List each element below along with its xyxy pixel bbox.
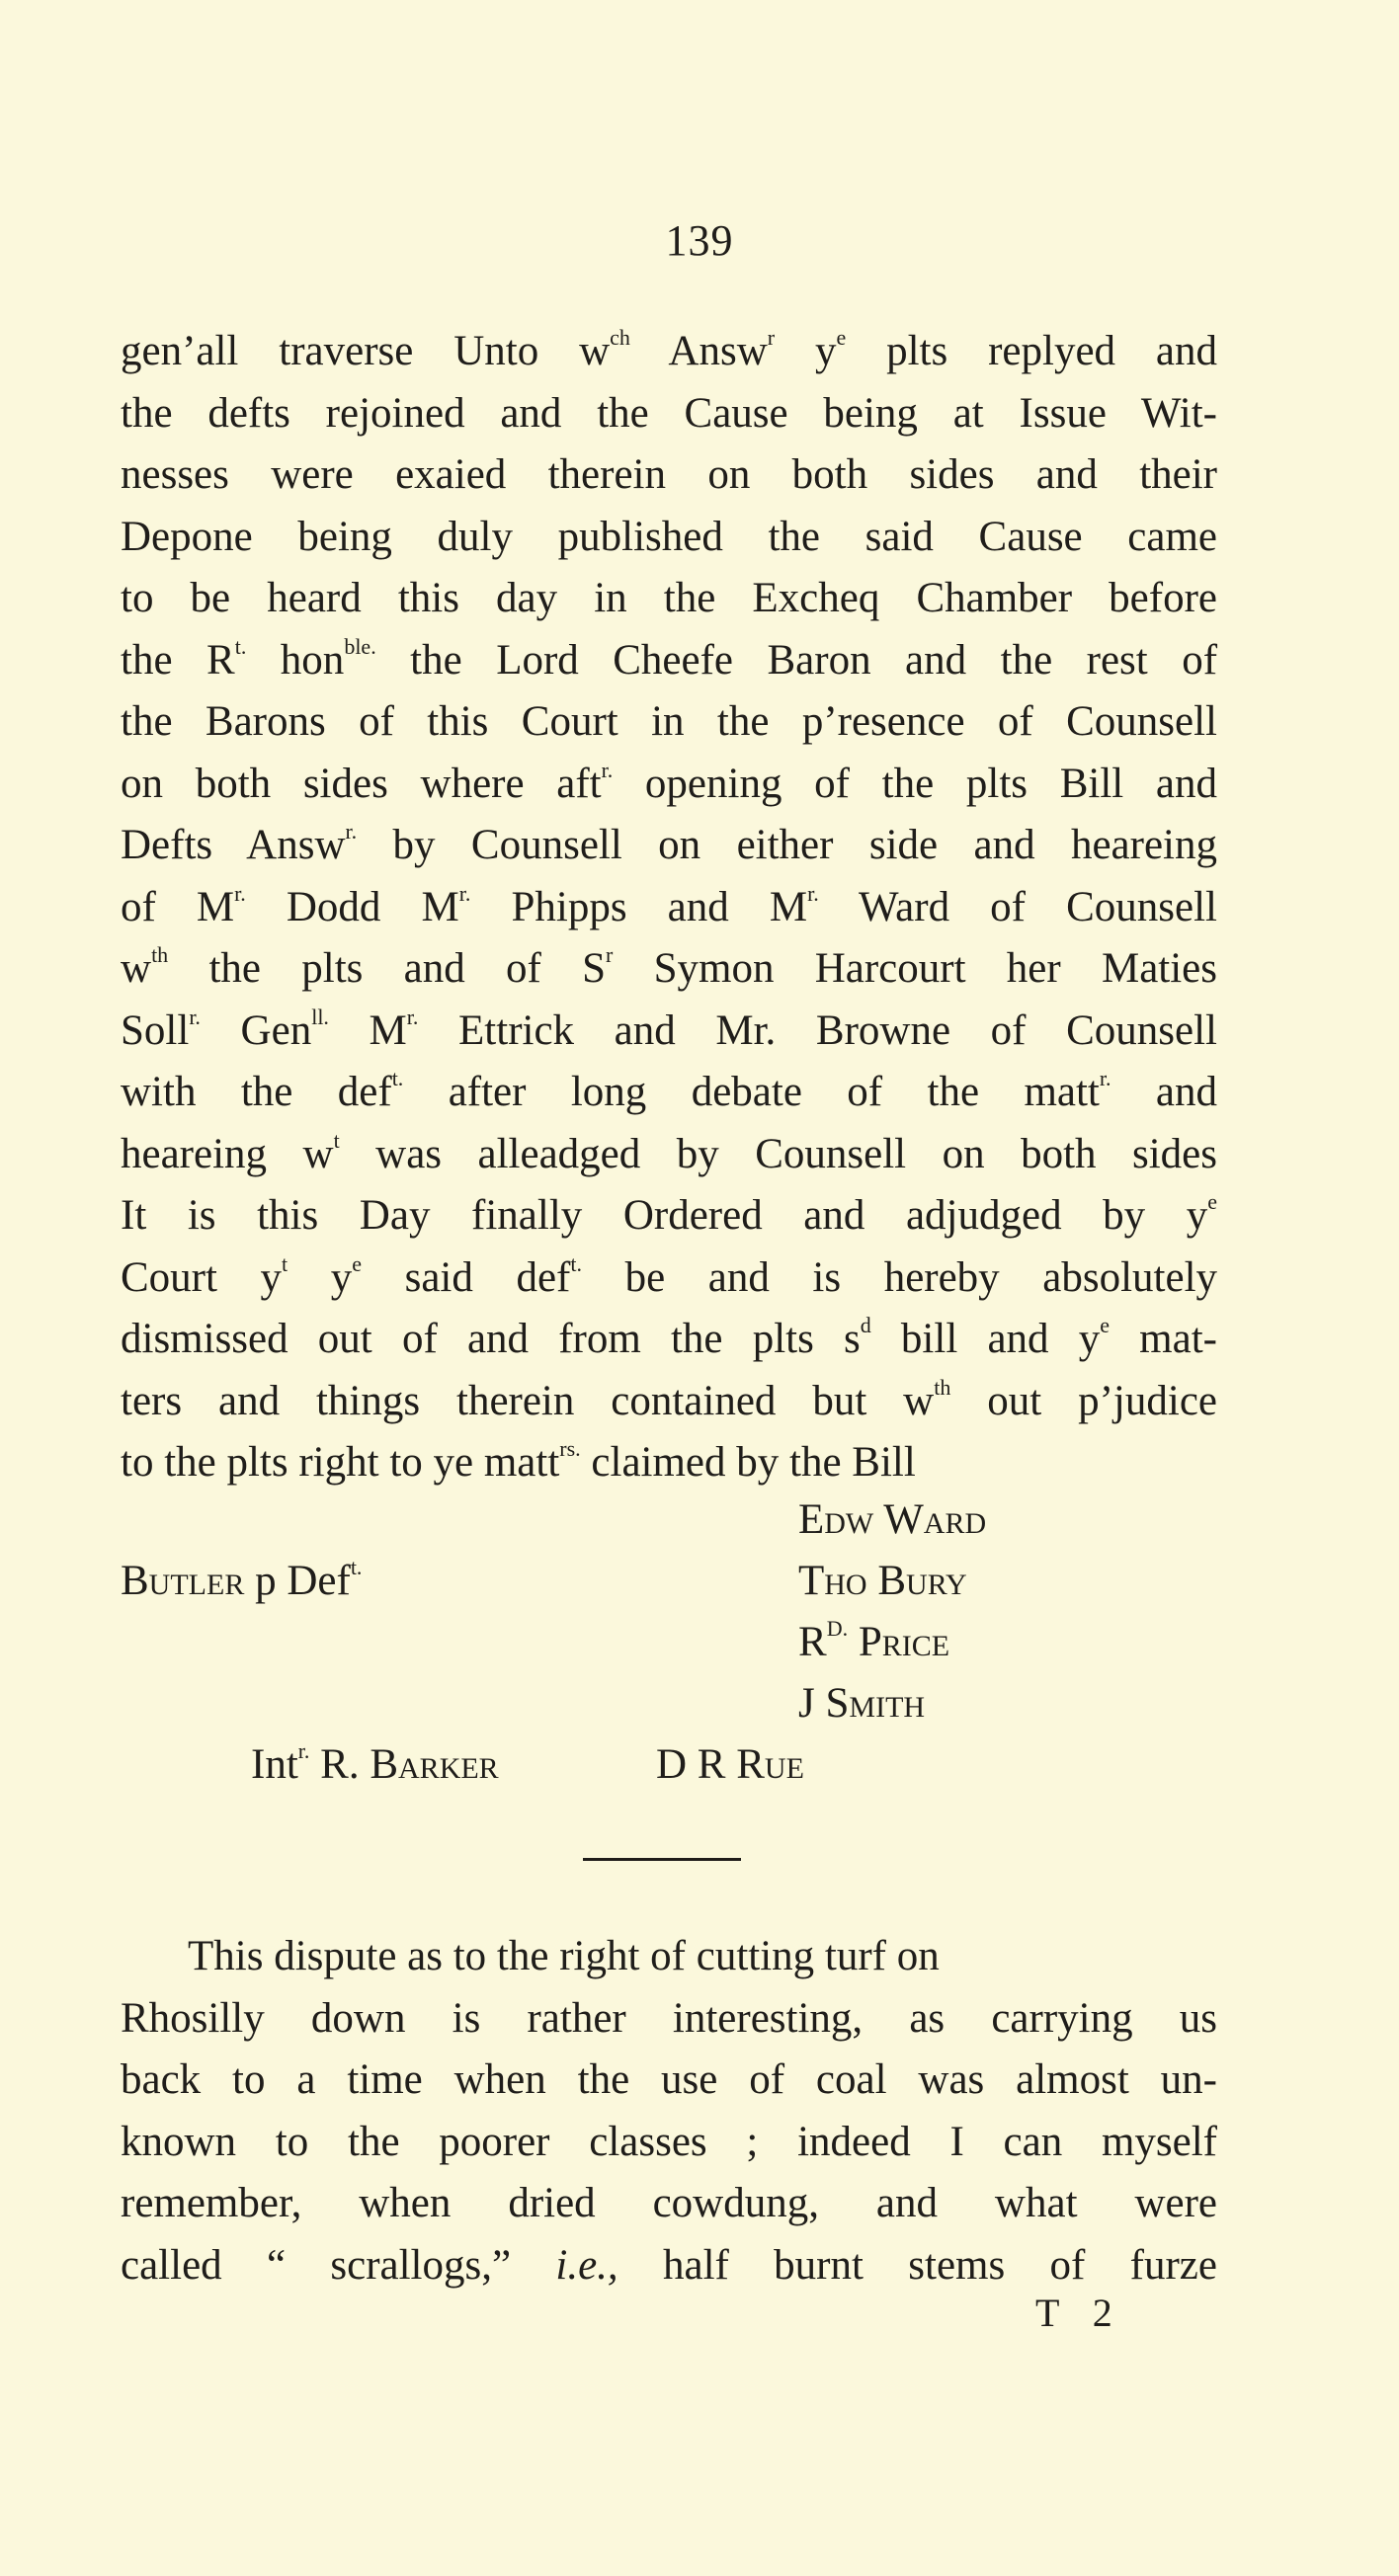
signature-butler: [121, 1551, 362, 1612]
signature-rd-price: [798, 1612, 949, 1673]
text-run: on both sides where aft: [121, 760, 602, 807]
signature-j-smith: J Smith: [798, 1680, 926, 1727]
superscript: r.: [345, 819, 358, 844]
text-run: the plts and of S: [168, 945, 606, 992]
superscript: rs.: [559, 1436, 581, 1461]
superscript: r: [767, 325, 776, 350]
text-run: Court y: [121, 1253, 283, 1301]
text-run: bill and y: [870, 1316, 1101, 1362]
text-run: and: [1111, 1069, 1217, 1115]
text-run: Phipps and M: [470, 883, 808, 930]
record-line: [121, 691, 1217, 753]
text-run: Ettrick and Mr. Browne of Counsell: [418, 1006, 1218, 1054]
text-run: half burnt stems of furze: [617, 2241, 1217, 2289]
price-prefix: R: [798, 1619, 827, 1665]
text-run: Defts Answ: [121, 822, 346, 868]
record-line: [121, 877, 1217, 938]
text-run: said def: [362, 1253, 571, 1301]
superscript: d: [860, 1313, 871, 1337]
italic-text: i.e.,: [555, 2241, 618, 2289]
record-line: [121, 1309, 1217, 1370]
record-line: [121, 1124, 1217, 1185]
text-run: opening of the plts Bill and: [613, 760, 1217, 807]
record-line: [121, 383, 1217, 444]
superscript: th: [151, 942, 169, 967]
record-line: [121, 1001, 1217, 1062]
superscript: t: [333, 1127, 340, 1153]
superscript: r.: [1099, 1066, 1111, 1090]
record-line: [121, 815, 1217, 876]
text-run: Rhosilly down is rather interesting, as carrying us: [121, 1994, 1217, 2042]
superscript: r.: [807, 880, 819, 906]
text-run: Symon Harcourt her Maties: [613, 945, 1217, 992]
text-run: mat-: [1110, 1316, 1217, 1362]
text-run: back to a time when the use of coal was almost un-: [121, 2056, 1217, 2103]
superscript: e: [352, 1250, 363, 1276]
text-run: known to the poorer classes ; indeed I can myself: [121, 2118, 1217, 2165]
text-run: y: [775, 328, 837, 374]
text-run: called “ scrallogs,”: [121, 2241, 556, 2289]
price-name: Price: [848, 1619, 950, 1665]
signature-tho-bury: Tho Bury: [798, 1558, 967, 1604]
page-number: 139: [665, 216, 734, 265]
text-run: Ward of Counsell: [818, 883, 1217, 930]
record-line: [121, 321, 1217, 382]
text-run: This dispute as to the right of cutting turf on: [188, 1933, 940, 1979]
record-line: [121, 1371, 1217, 1432]
text-run: with the def: [121, 1069, 392, 1115]
record-line: [121, 568, 1217, 629]
record-line: [121, 1248, 1217, 1309]
text-run: claimed by the Bill: [580, 1439, 916, 1486]
record-line: [121, 754, 1217, 815]
text-run: w: [121, 945, 152, 992]
text-run: the R: [121, 636, 235, 684]
record-line: [121, 507, 1217, 568]
commentary-line: [121, 2173, 1217, 2234]
text-run: to the plts right to ye matt: [121, 1439, 560, 1486]
text-run: nesses were exaied therein on both sides and their: [121, 451, 1217, 498]
record-line: [121, 444, 1217, 506]
intr-prefix: Int: [251, 1741, 298, 1788]
superscript: t.: [570, 1250, 582, 1276]
text-run: be and is hereby absolutely: [582, 1253, 1218, 1301]
commentary-line: [121, 1988, 1217, 2050]
text-run: It is this Day finally Ordered and adjudged by y: [121, 1192, 1208, 1239]
price-sup: D.: [826, 1616, 849, 1641]
text-run: Answ: [629, 328, 768, 374]
text-run: Gen: [200, 1006, 312, 1054]
intr-sup: r.: [297, 1738, 310, 1763]
section-divider: [583, 1858, 741, 1861]
superscript: r.: [234, 880, 246, 906]
superscript: e: [1100, 1313, 1110, 1337]
superscript: r.: [601, 757, 614, 782]
text-run: after long debate of the matt: [403, 1069, 1100, 1115]
barker-name: R. Barker: [309, 1741, 499, 1788]
text-run: gen’all traverse Unto w: [121, 328, 611, 374]
printer-signature-mark: T 2: [1035, 2291, 1124, 2335]
commentary-line: [121, 2235, 1217, 2296]
superscript: ble.: [344, 633, 376, 659]
butler-sup: t.: [350, 1555, 363, 1579]
superscript: t.: [234, 633, 247, 659]
record-line: [121, 1432, 1217, 1493]
superscript: t: [282, 1250, 288, 1276]
text-run: out p’judice: [950, 1377, 1217, 1424]
superscript: r.: [458, 880, 471, 906]
text-run: ters and things therein contained but w: [121, 1377, 935, 1424]
superscript: r.: [189, 1004, 201, 1029]
superscript: ll.: [311, 1004, 329, 1029]
butler-suffix: p Def: [244, 1558, 351, 1604]
text-run: hon: [246, 636, 345, 684]
commentary-line: [121, 2050, 1217, 2111]
text-run: of M: [121, 883, 235, 930]
text-run: to be heard this day in the Excheq Chamber before: [121, 575, 1217, 621]
superscript: r.: [406, 1004, 419, 1029]
superscript: t.: [391, 1066, 404, 1090]
superscript: th: [934, 1374, 951, 1400]
text-run: plts replyed and: [846, 328, 1217, 374]
record-line: [121, 938, 1217, 1000]
text-run: was alleadged by Counsell on both sides: [339, 1130, 1217, 1177]
text-run: the defts rejoined and the Cause being at Issue Wit-: [121, 389, 1217, 437]
signature-intr-barker: [251, 1734, 499, 1796]
superscript: ch: [610, 325, 630, 350]
signature-dr-rue: D R Rue: [656, 1741, 804, 1788]
commentary-line: [121, 2112, 1217, 2173]
text-run: Soll: [121, 1006, 190, 1054]
text-run: dismissed out of and from the plts s: [121, 1316, 861, 1362]
text-run: the Lord Cheefe Baron and the rest of: [375, 636, 1218, 684]
text-run: M: [328, 1006, 407, 1054]
butler-name: Butler: [121, 1558, 245, 1604]
record-line: [121, 1185, 1217, 1247]
text-run: remember, when dried cowdung, and what were: [121, 2180, 1217, 2226]
record-line: [121, 1062, 1217, 1123]
text-run: by Counsell on either side and heareing: [357, 822, 1217, 868]
commentary-line: [188, 1926, 1217, 1987]
superscript: e: [836, 325, 847, 350]
text-run: Depone being duly published the said Cause came: [121, 513, 1217, 560]
text-run: the Barons of this Court in the p’resence of Counsell: [121, 698, 1217, 745]
superscript: r: [606, 942, 614, 967]
superscript: e: [1207, 1189, 1217, 1214]
text-run: heareing w: [121, 1130, 334, 1177]
text-run: Dodd M: [245, 883, 459, 930]
signature-edw-ward: Edw Ward: [798, 1496, 987, 1543]
record-line: [121, 630, 1217, 691]
text-run: y: [288, 1253, 353, 1301]
